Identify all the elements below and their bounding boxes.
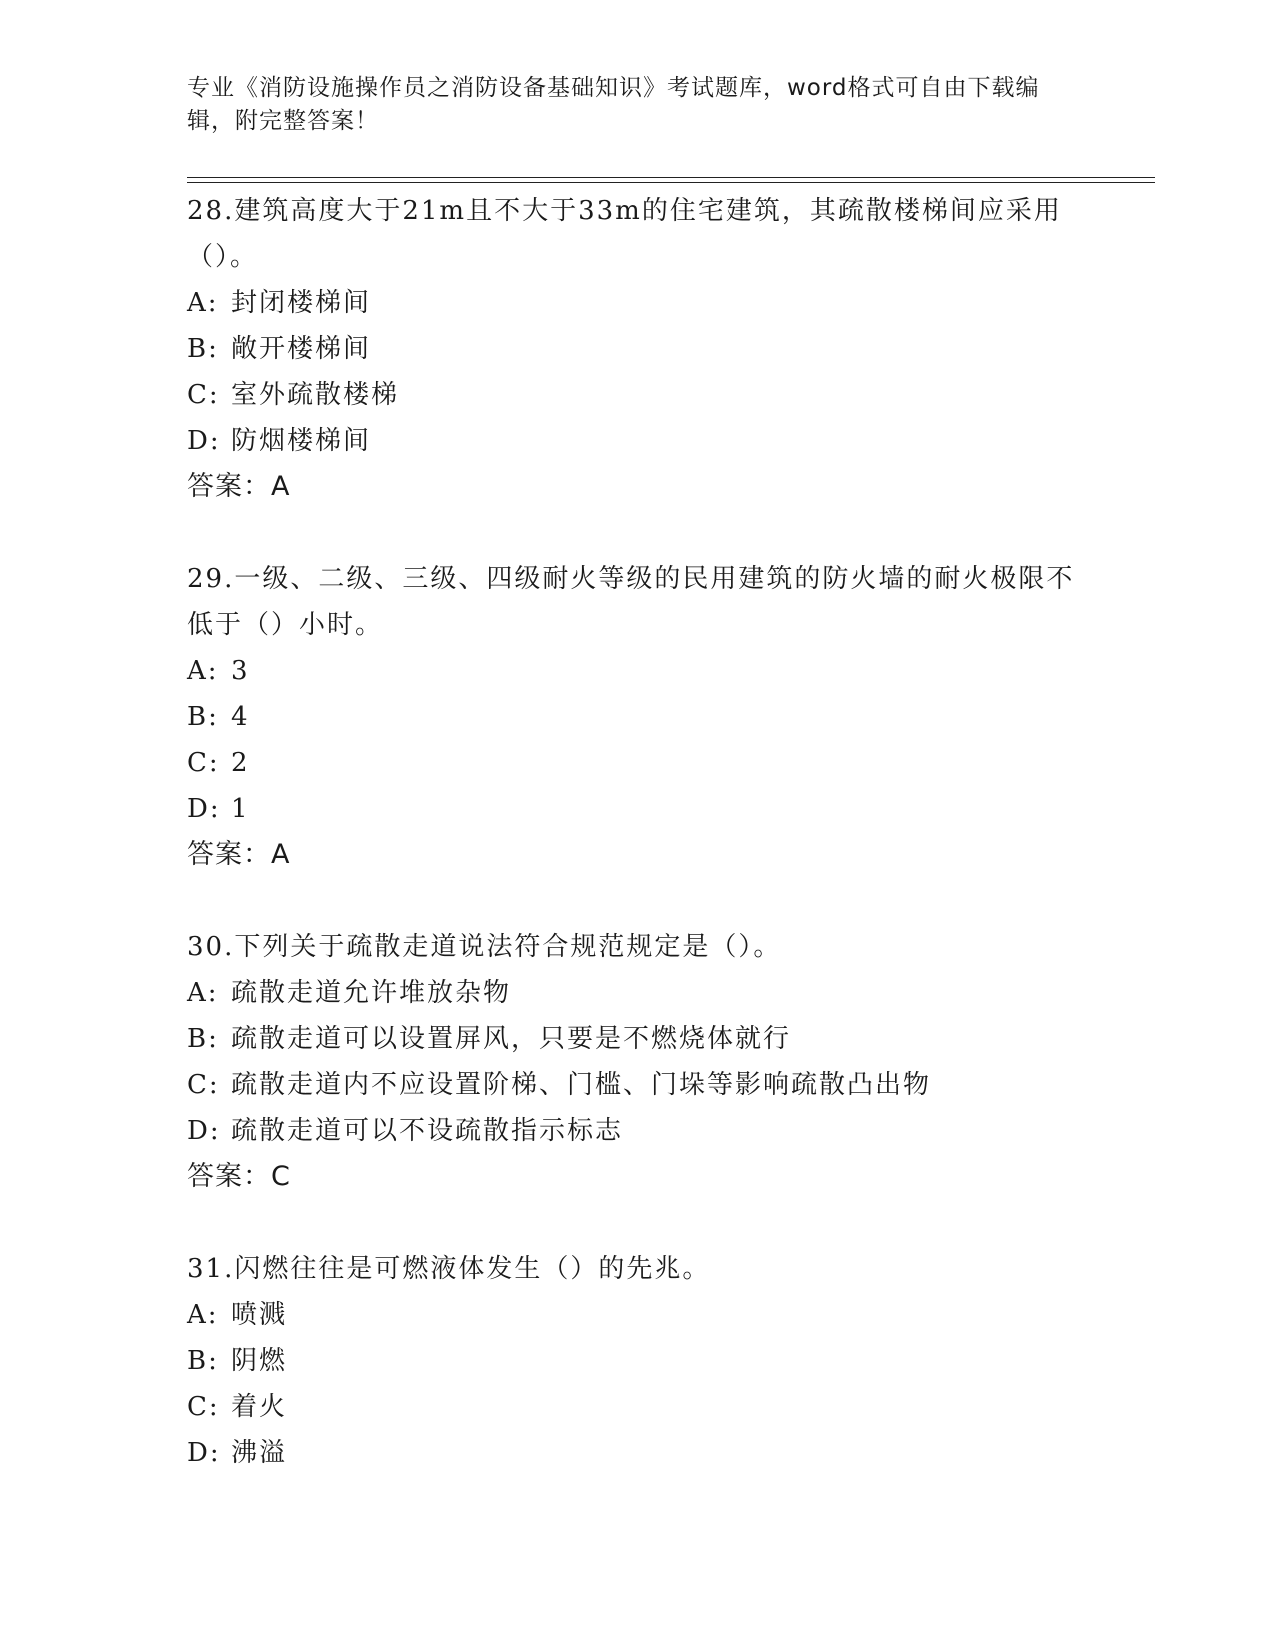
option-a [187, 648, 1087, 694]
option-a [187, 970, 1087, 1016]
option-d [187, 1108, 1087, 1154]
option-text: 着火 [231, 1392, 288, 1422]
question-stem: 30.下列关于疏散走道说法符合规范规定是（）。 [187, 932, 782, 962]
option-letter: A: [187, 978, 219, 1008]
option-d [187, 1430, 1087, 1476]
option-letter: B: [187, 334, 219, 364]
option-text: 疏散走道可以不设疏散指示标志 [231, 1116, 624, 1146]
option-letter: B: [187, 1024, 219, 1054]
option-letter: B: [187, 702, 219, 732]
option-letter: D: [187, 1116, 221, 1146]
question-list [187, 188, 1087, 1522]
option-letter: A: [187, 288, 219, 318]
option-text: 敞开楼梯间 [231, 334, 372, 364]
option-letter: D: [187, 794, 221, 824]
option-text: 沸溢 [231, 1438, 288, 1468]
question-stem: 28.建筑高度大于21m且不大于33m的住宅建筑，其疏散楼梯间应采用（）。 [187, 196, 1062, 272]
option-letter: C: [187, 380, 220, 410]
option-letter: A: [187, 656, 219, 686]
option-d [187, 786, 1087, 832]
option-text: 2 [231, 748, 250, 778]
option-letter: C: [187, 748, 220, 778]
question-stem: 31.闪燃往往是可燃液体发生（）的先兆。 [187, 1254, 711, 1284]
option-c [187, 372, 1087, 418]
option-letter: C: [187, 1392, 220, 1422]
header-divider-top [187, 177, 1155, 178]
header-divider-bottom [187, 182, 1155, 183]
option-letter: B: [187, 1346, 219, 1376]
question-28 [187, 188, 1087, 510]
option-letter: C: [187, 1070, 220, 1100]
option-text: 1 [231, 794, 250, 824]
option-d [187, 418, 1087, 464]
option-a [187, 280, 1087, 326]
option-b [187, 694, 1087, 740]
option-b [187, 1338, 1087, 1384]
option-letter: A: [187, 1300, 219, 1330]
option-b [187, 326, 1087, 372]
answer-line: 答案：A [187, 839, 291, 870]
option-text: 疏散走道内不应设置阶梯、门槛、门垛等影响疏散凸出物 [231, 1070, 932, 1100]
option-text: 3 [231, 656, 250, 686]
answer-line: 答案：C [187, 1161, 291, 1192]
option-text: 喷溅 [231, 1300, 288, 1330]
answer-line: 答案：A [187, 471, 291, 502]
option-text: 防烟楼梯间 [231, 426, 372, 456]
option-c [187, 1384, 1087, 1430]
question-29 [187, 556, 1087, 878]
option-letter: D: [187, 1438, 221, 1468]
option-text: 封闭楼梯间 [231, 288, 372, 318]
question-31 [187, 1246, 1087, 1476]
option-c [187, 1062, 1087, 1108]
header-text: 专业《消防设施操作员之消防设备基础知识》考试题库，word格式可自由下载编辑，附完整答案！ [187, 75, 1040, 134]
option-b [187, 1016, 1087, 1062]
option-text: 室外疏散楼梯 [231, 380, 400, 410]
question-30 [187, 924, 1087, 1200]
option-letter: D: [187, 426, 221, 456]
option-c [187, 740, 1087, 786]
option-text: 阴燃 [231, 1346, 288, 1376]
question-stem: 29.一级、二级、三级、四级耐火等级的民用建筑的防火墙的耐火极限不低于（）小时。 [187, 564, 1075, 640]
option-a [187, 1292, 1087, 1338]
option-text: 疏散走道可以设置屏风，只要是不燃烧体就行 [231, 1024, 792, 1054]
option-text: 4 [231, 702, 250, 732]
option-text: 疏散走道允许堆放杂物 [231, 978, 512, 1008]
